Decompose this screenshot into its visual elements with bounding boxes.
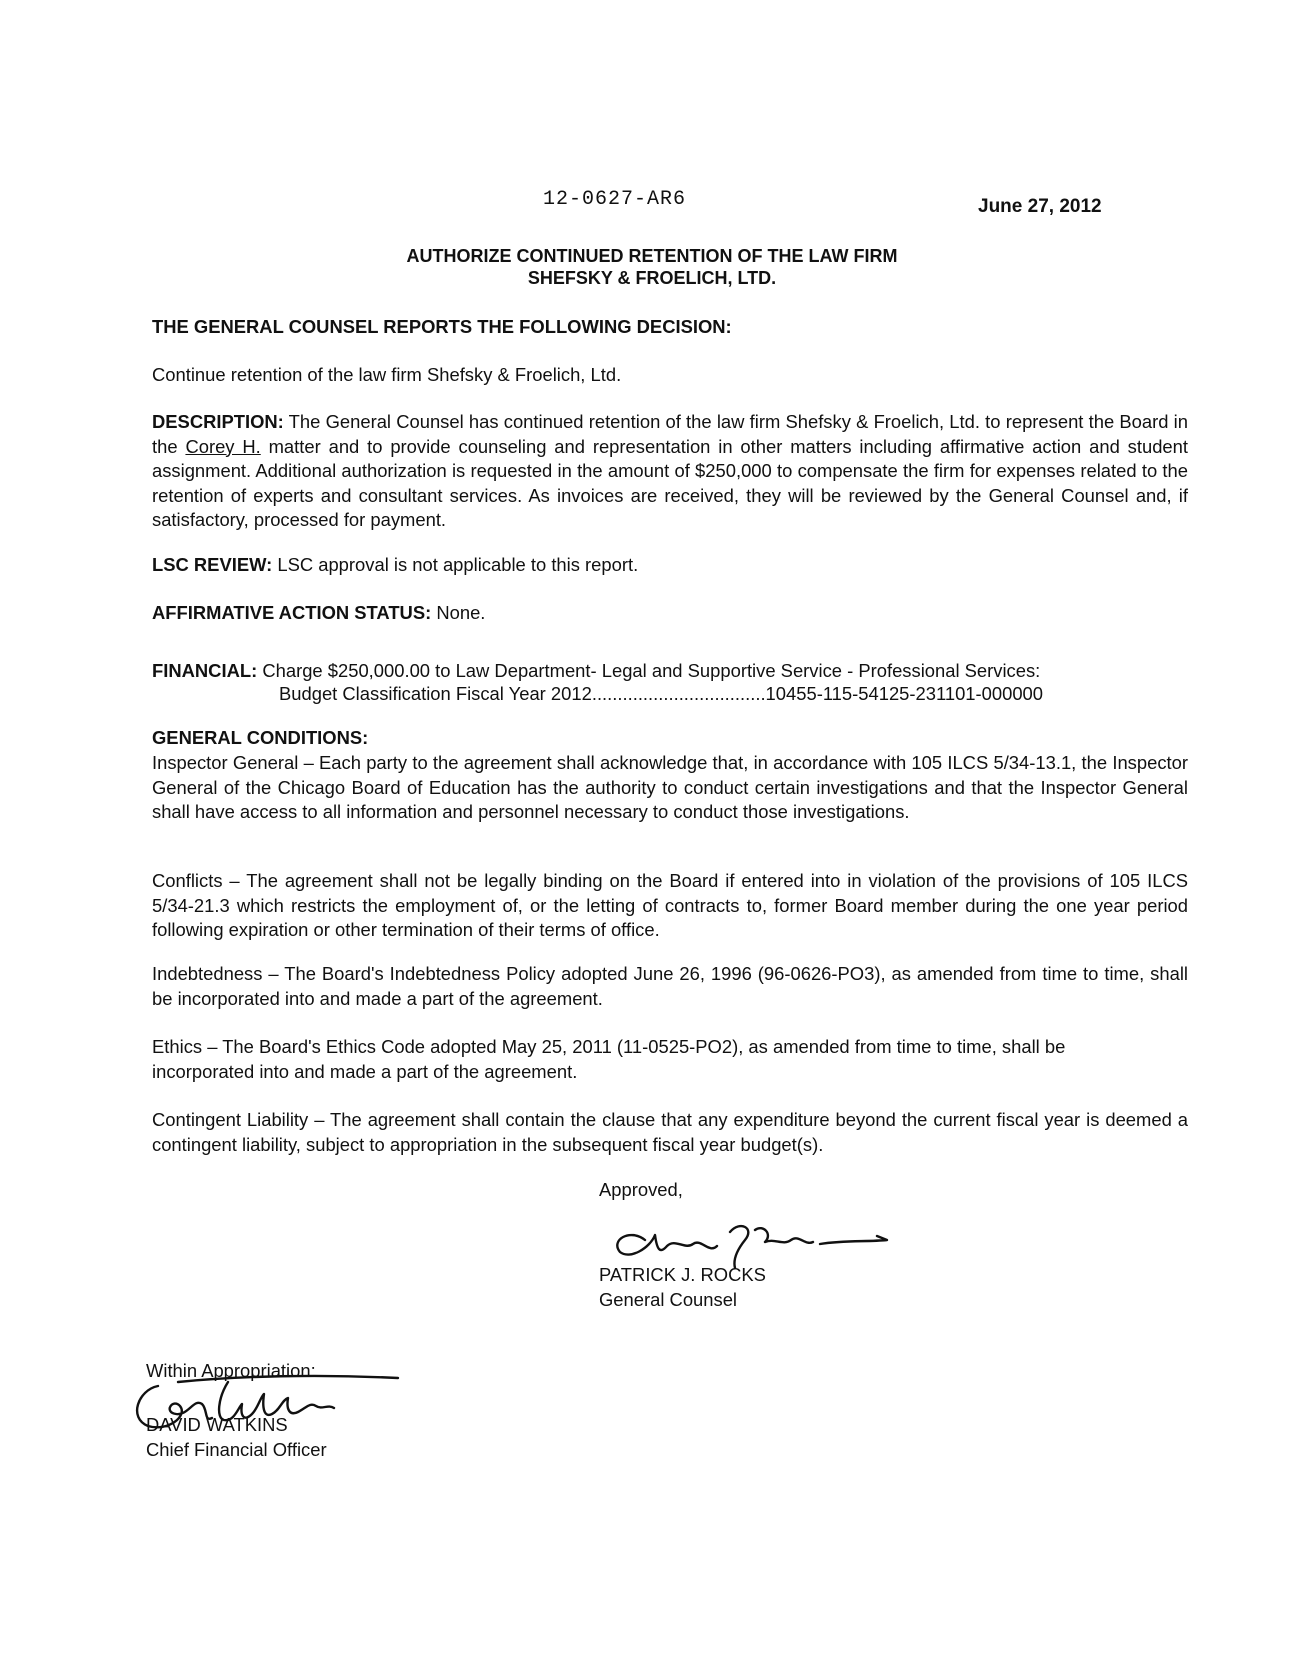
approver-name: PATRICK J. ROCKS [599,1264,766,1285]
cfo-block [146,1413,327,1462]
approver-block [599,1263,766,1312]
ethics-paragraph: Ethics – The Board's Ethics Code adopted May 25, 2011 (11-0525-PO2), as amended from time to time, shall be incorporated into and made a part of the agreement. [152,1036,1066,1082]
description-label: DESCRIPTION: [152,411,284,432]
document-number: 12-0627-AR6 [543,188,687,211]
lsc-review-text: LSC approval is not applicable to this report. [272,554,639,575]
general-conditions-heading-text: GENERAL CONDITIONS: [152,727,369,748]
description-text-a: The General Counsel has continued retention of the law firm Shefsky & Froelich, Ltd. to represent the Board in the [152,411,1188,457]
document-date: June 27, 2012 [978,196,1102,217]
lsc-review [152,553,1188,578]
decision-text: Continue retention of the law firm Shefsky & Froelich, Ltd. [152,364,622,385]
indebtedness-paragraph: Indebtedness – The Board's Indebtedness Policy adopted June 26, 1996 (96-0626-PO3), as amended from time to time, shall be incorporated into and made a part of the agreement. [152,963,1188,1009]
cfo-title: Chief Financial Officer [146,1438,327,1460]
decision-heading [152,315,1188,340]
description-paragraph [152,410,1188,533]
affirmative-action-label: AFFIRMATIVE ACTION STATUS: [152,602,432,623]
conflicts-paragraph: Conflicts – The agreement shall not be legally binding on the Board if entered into in violation of the provisions of 105 ILCS 5/34-21.3 which restricts the employment of, or the letting of contracts to, former Board member during the one year period following expiration or other termination of their terms of office. [152,870,1188,940]
title-line-2: SHEFSKY & FROELICH, LTD. [527,268,777,288]
decision-heading-text: THE GENERAL COUNSEL REPORTS THE FOLLOWING DECISION: [152,316,732,337]
appropriation-label: Within Appropriation: [146,1360,316,1381]
approver-title: General Counsel [599,1288,738,1310]
budget-classification-line: Budget Classification Fiscal Year 2012..................................10455-115-54125-231101-000000 [279,683,1044,704]
lsc-review-label: LSC REVIEW: [152,554,273,575]
description-text-b: matter and to provide counseling and representation in other matters including affirmative action and student assignment. Additional authorization is requested in the amount of $250,000 to compensate the firm for expenses related to the retention of experts and consultant services. As invoices are received, they will be reviewed by the General Counsel and, if satisfactory, processed for payment. [152,435,1188,530]
inspector-general-paragraph: Inspector General – Each party to the agreement shall acknowledge that, in accordance with 105 ILCS 5/34-13.1, the Inspector General of the Chicago Board of Education has the authority to conduct certain investigations and that the Inspector General shall have access to all information and personnel necessary to conduct those investigations. [152,752,1188,822]
financial-text: Charge $250,000.00 to Law Department- Legal and Supportive Service - Professional Services: [257,660,1041,681]
general-counsel-signature [605,1210,895,1270]
affirmative-action-text: None. [431,602,486,623]
approved-label: Approved, [599,1179,683,1200]
cfo-name: DAVID WATKINS [146,1414,288,1435]
general-conditions-heading [152,726,1188,751]
financial-label: FINANCIAL: [152,660,258,681]
financial-line [152,659,1188,684]
document-title [152,245,1152,289]
case-name: Corey H. [185,435,261,457]
affirmative-action-status [152,601,1188,626]
contingent-liability-paragraph: Contingent Liability – The agreement shall contain the clause that any expenditure beyond the current fiscal year is deemed a contingent liability, subject to appropriation in the subsequent fiscal year budget(s). [152,1109,1188,1155]
title-line-1: AUTHORIZE CONTINUED RETENTION OF THE LAW FIRM [406,246,898,266]
